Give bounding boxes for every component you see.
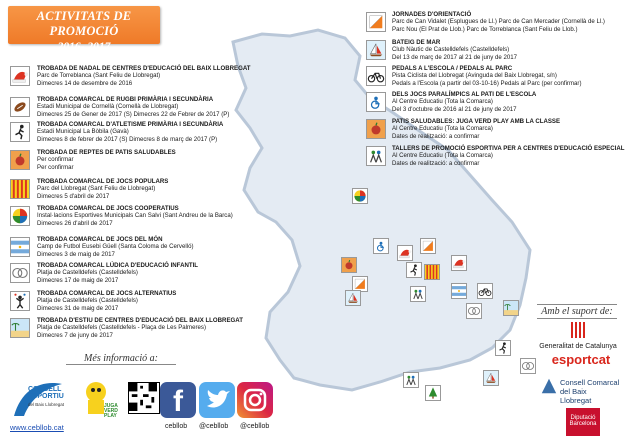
generalitat-label: Generalitat de Catalunya — [539, 343, 617, 350]
bicycle-icon — [366, 66, 386, 86]
event-title: TROBADA COMARCAL LÚDICA D'EDUCACIÓ INFANTIL — [37, 262, 199, 269]
facebook-icon[interactable]: f — [160, 382, 196, 418]
event-date: Dimecres 5 d'abril de 2017 — [37, 192, 110, 200]
event-date: Dimecres 3 de maig de 2017 — [37, 250, 115, 258]
title-line1: ACTIVITATS DE PROMOCIÓ — [36, 9, 132, 38]
right-event-4 — [392, 91, 536, 113]
paralympic-icon — [366, 92, 386, 112]
hoops-icon — [466, 303, 482, 319]
left-event-5 — [37, 178, 168, 200]
event-date: Dimecres 26 d'abril de 2017 — [37, 219, 113, 227]
event-detail: Al Centre Educatiu (Tota la Comarca) — [392, 152, 493, 160]
event-title: TROBADA COMARCAL DE JOCS POPULARS — [37, 178, 169, 185]
event-title: TROBADA DE REPTES DE PATIS SALUDABLES — [37, 149, 176, 156]
event-detail: Pista Ciclista del Llobregat (Avinguda del Baix Llobregat, s/n) — [392, 72, 557, 80]
event-place: Instal·lacions Esportives Municipals Can Salvi (Sant Andreu de la Barca) — [37, 212, 233, 220]
esportcat-logo: esportcat — [551, 352, 611, 367]
right-event-1 — [392, 11, 605, 33]
event-place: Platja de Castelldefels (Castelldefels - Plaça de Les Palmeres) — [37, 324, 207, 332]
left-event-1 — [37, 65, 251, 87]
left-event-8 — [37, 262, 198, 284]
event-date: Dimecres 8 de febrer de 2017 (S) Dimecres 8 de març de 2017 (P) — [37, 135, 218, 143]
right-event-2 — [392, 39, 517, 61]
more-info-title: Més informació a: — [66, 353, 176, 365]
left-event-4 — [37, 149, 176, 171]
right-event-3 — [392, 65, 581, 87]
left-event-6 — [37, 205, 233, 227]
left-event-10 — [37, 317, 243, 339]
right-event-6 — [392, 145, 624, 167]
event-title: JORNADES D'ORIENTACIÓ — [392, 11, 472, 18]
event-detail: Al Centre Educatiu (Tota la Comarca) — [392, 125, 493, 133]
juggler-icon — [10, 291, 30, 311]
diputacio-line2: Barcelona — [569, 421, 597, 427]
event-place: Estadi Municipal de Cornellà (Cornellà de Llobregat) — [37, 103, 179, 111]
generalitat-logo — [556, 320, 600, 342]
runner-icon — [10, 122, 30, 142]
event-place: Parc de Torreblanca (Sant Feliu de Llobregat) — [37, 72, 161, 80]
event-detail: Parc Nou (El Prat de Llob.) Parc de Torreblanca (Sant Feliu de Llob.) — [392, 25, 578, 33]
event-title: PEDALS A L'ESCOLA / PEDALS AL PARC — [392, 65, 513, 72]
twitter-icon[interactable] — [199, 382, 235, 418]
left-event-7 — [37, 236, 193, 258]
senyera-icon — [424, 264, 440, 280]
rugby-ball-icon — [10, 97, 30, 117]
event-title: TROBADA DE NADAL DE CENTRES D'EDUCACIÓ DEL BAIX LLOBREGAT — [37, 65, 251, 72]
event-date: Per confirmar — [37, 163, 74, 171]
consell-esportiu-name: CONSELL ESPORTIU — [28, 386, 64, 400]
website-link[interactable]: www.cebllob.cat — [10, 423, 64, 432]
event-place: Parc del Llobregat (Sant Feliu de Llobregat) — [37, 185, 156, 193]
consell-comarcal-line2: del Baix Llobregat — [560, 387, 592, 405]
sailboat-icon — [483, 370, 499, 386]
sailboat-icon — [366, 40, 386, 60]
event-title: TROBADA COMARCAL DE JOCS ALTERNATIUS — [37, 290, 177, 297]
event-date: Dimecres 7 de juny de 2017 — [37, 331, 113, 339]
consell-comarcal-logo — [540, 375, 620, 405]
bicycle-icon — [477, 283, 493, 299]
event-place: Platja de Castelldefels (Castelldefels) — [37, 269, 138, 277]
event-date: Dimecres 14 de desembre de 2016 — [37, 79, 133, 87]
event-title: TROBADA COMARCAL DE RUGBI PRIMÀRIA I SECUNDÀRIA — [37, 96, 214, 103]
event-title: TROBADA D'ESTIU DE CENTRES D'EDUCACIÓ DEL BAIX LLOBREGAT — [37, 317, 243, 324]
instagram-handle: @cebllob — [240, 423, 270, 430]
title-banner — [8, 6, 160, 53]
right-event-5 — [392, 118, 560, 140]
left-event-9 — [37, 290, 176, 312]
event-title: DELS JOCS PARALÍMPICS AL PATI DE L'ESCOLA — [392, 91, 537, 98]
runner-icon — [495, 340, 511, 356]
argentina-flag-icon — [451, 283, 467, 299]
consell-esportiu-sub: del Baix Llobregat — [28, 402, 65, 407]
event-detail: Parc de Can Vidalet (Esplugues de Ll.) Parc de Can Mercader (Cornellà de Ll.) — [392, 18, 605, 26]
beach-icon — [503, 300, 519, 316]
instagram-icon[interactable] — [237, 382, 273, 418]
event-place: Estadi Municipal La Bòbila (Gavà) — [37, 128, 129, 136]
parachute-icon — [10, 206, 30, 226]
event-title: BATEIG DE MAR — [392, 39, 441, 46]
event-detail: Al Centre Educatiu (Tota la Comarca) — [392, 98, 493, 106]
event-detail: Pedals a l'Escola (a partir del 03-10-16) Pedals al Parc (per confirmar) — [392, 79, 582, 87]
consell-comarcal-line1: Consell Comarcal — [560, 378, 620, 387]
qr-code[interactable] — [128, 382, 160, 414]
event-date: Dimecres 17 de maig de 2017 — [37, 276, 119, 284]
support-title: Amb el suport de: — [537, 304, 617, 319]
left-event-3 — [37, 121, 223, 143]
twitter-handle: @cebllob — [199, 423, 229, 430]
adapted-sport-icon — [403, 372, 419, 388]
diputacio-line1: Diputació — [570, 415, 596, 421]
santa-hat-icon — [10, 66, 30, 86]
sailboat-icon — [345, 290, 361, 306]
healthy-food-icon — [10, 150, 30, 170]
paralympic-icon — [373, 238, 389, 254]
healthy-food-icon — [341, 257, 357, 273]
event-title: PATIS SALUDABLES: JUGA VERD PLAY AMB LA CLASSE — [392, 118, 561, 125]
event-place: Platja de Castelldefels (Castelldefels) — [37, 297, 138, 305]
diputacio-logo — [566, 408, 600, 436]
hoops-icon — [10, 263, 30, 283]
event-title: TROBADA COMARCAL DE JOCS COOPERATIUS — [37, 205, 179, 212]
event-place: Per confirmar — [37, 156, 74, 164]
event-title: TALLERS DE PROMOCIÓ ESPORTIVA PER A CENTRES D'EDUCACIÓ ESPECIAL — [392, 145, 625, 152]
event-place: Camp de Futbol Eusebi Güell (Santa Coloma de Cervelló) — [37, 243, 194, 251]
orienteering-icon — [366, 12, 386, 32]
event-detail: Dates de realització: a confirmar — [392, 159, 480, 167]
adapted-sport-icon — [366, 146, 386, 166]
santa-hat-icon — [397, 245, 413, 261]
beach-icon — [10, 318, 30, 338]
hoops-icon — [520, 358, 536, 374]
consell-esportiu-logo — [12, 378, 66, 418]
adapted-sport-icon — [410, 286, 426, 302]
runner-icon — [406, 262, 422, 278]
left-event-2 — [37, 96, 229, 118]
argentina-flag-icon — [10, 237, 30, 257]
event-detail: Del 3 d'octubre de 2016 al 21 de juny de 2017 — [392, 105, 517, 113]
healthy-food-icon — [366, 119, 386, 139]
event-detail: Club Nàutic de Castelldefels (Castelldefels) — [392, 46, 510, 54]
juga-verd-label: JUGA VERD PLAY — [104, 403, 118, 419]
parachute-icon — [352, 188, 368, 204]
orienteering-icon — [420, 238, 436, 254]
event-detail: Del 13 de març de 2017 al 21 de juny de 2017 — [392, 53, 518, 61]
event-date: Dimecres 31 de maig de 2017 — [37, 304, 119, 312]
event-title: TROBADA COMARCAL D'ATLETISME PRIMÀRIA I SECUNDÀRIA — [37, 121, 224, 128]
santa-hat-icon — [451, 255, 467, 271]
senyera-icon — [10, 179, 30, 199]
title-line2: 2016- 2017 — [57, 41, 111, 53]
christmas-tree-icon — [425, 385, 441, 401]
facebook-handle: cebllob — [165, 423, 188, 430]
juga-verd-logo — [80, 378, 124, 420]
event-detail: Dates de realització: a confirmar — [392, 132, 480, 140]
event-date: Dimecres 25 de Gener de 2017 (S) Dimecres 22 de Febrer de 2017 (P) — [37, 110, 230, 118]
event-title: TROBADA COMARCAL DE JOCS DEL MÓN — [37, 236, 163, 243]
